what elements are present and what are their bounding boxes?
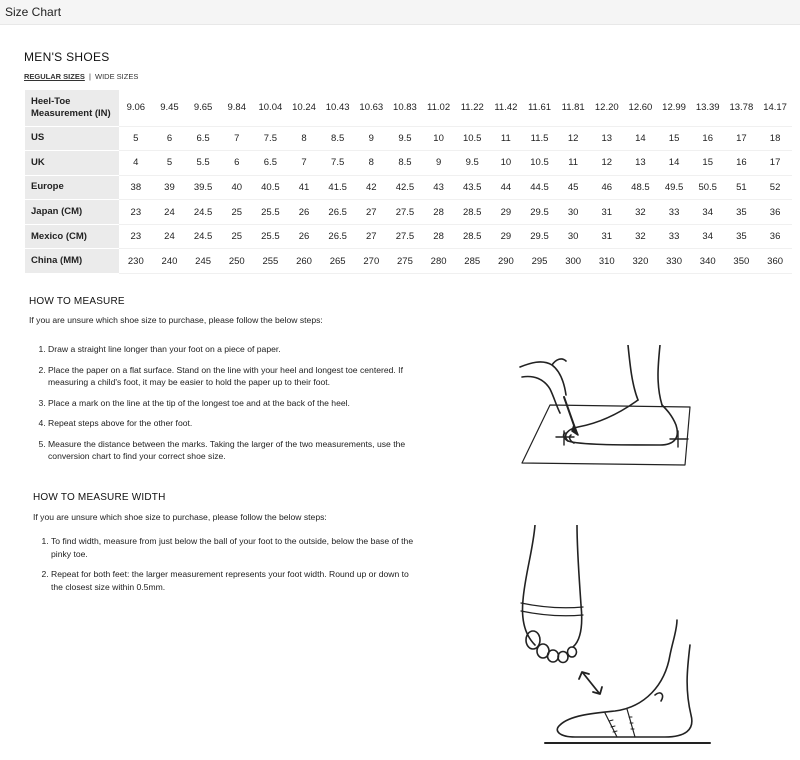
table-cell: 49.5: [657, 175, 691, 200]
table-cell: 9.06: [119, 90, 153, 126]
table-cell: 15: [691, 151, 725, 176]
table-cell: 31: [590, 200, 624, 225]
table-cell: 29: [489, 224, 523, 249]
table-cell: 295: [523, 249, 557, 274]
table-cell: 10: [489, 151, 523, 176]
table-cell: 25: [220, 200, 254, 225]
size-tabs: [24, 72, 138, 81]
table-cell: 10.24: [287, 90, 321, 126]
table-cell: 9.45: [153, 90, 187, 126]
table-cell: 39.5: [186, 175, 220, 200]
table-cell: 26: [287, 200, 321, 225]
row-header: Mexico (CM): [25, 224, 119, 249]
table-cell: 7.5: [321, 151, 355, 176]
table-cell: 13: [624, 151, 658, 176]
table-cell: 12.20: [590, 90, 624, 126]
table-cell: 290: [489, 249, 523, 274]
tab-separator: |: [88, 72, 91, 81]
table-cell: 12.60: [624, 90, 658, 126]
table-cell: 32: [624, 224, 658, 249]
table-cell: 24: [153, 224, 187, 249]
table-cell: 25.5: [254, 224, 288, 249]
table-cell: 13.39: [691, 90, 725, 126]
table-cell: 260: [287, 249, 321, 274]
table-cell: 24.5: [186, 200, 220, 225]
window-title: Size Chart: [5, 5, 62, 19]
table-cell: 10.63: [354, 90, 388, 126]
table-cell: 45: [556, 175, 590, 200]
table-cell: 5: [153, 151, 187, 176]
table-cell: 10.43: [321, 90, 355, 126]
table-cell: 11.22: [455, 90, 489, 126]
table-cell: 25: [220, 224, 254, 249]
how-to-measure-steps: [32, 343, 427, 471]
table-cell: 9: [422, 151, 456, 176]
table-cell: 330: [657, 249, 691, 274]
list-item: 1. To find width, measure from just below the ball of your foot to the outside, below the base of the pinky toe.: [51, 535, 420, 560]
table-cell: 6: [153, 126, 187, 151]
table-cell: 29: [489, 200, 523, 225]
table-row: [25, 175, 792, 200]
table-row: [25, 200, 792, 225]
table-cell: 25.5: [254, 200, 288, 225]
table-row: [25, 151, 792, 176]
table-cell: 29.5: [523, 200, 557, 225]
table-row: [25, 224, 792, 249]
table-cell: 46: [590, 175, 624, 200]
table-cell: 35: [725, 224, 759, 249]
row-header: Japan (CM): [25, 200, 119, 225]
table-cell: 52: [758, 175, 792, 200]
table-cell: 31: [590, 224, 624, 249]
table-cell: 28: [422, 200, 456, 225]
table-cell: 9: [354, 126, 388, 151]
table-cell: 5.5: [186, 151, 220, 176]
table-cell: 7: [287, 151, 321, 176]
table-cell: 36: [758, 200, 792, 225]
table-cell: 30: [556, 200, 590, 225]
table-cell: 7.5: [254, 126, 288, 151]
table-cell: 11.61: [523, 90, 557, 126]
table-cell: 6: [220, 151, 254, 176]
table-cell: 10.83: [388, 90, 422, 126]
table-cell: 13.78: [725, 90, 759, 126]
table-cell: 43.5: [455, 175, 489, 200]
table-cell: 27.5: [388, 224, 422, 249]
table-cell: 285: [455, 249, 489, 274]
list-item: 2. Repeat for both feet: the larger measurement represents your foot width. Round up or down to the closest size within 0.5mm.: [51, 568, 420, 593]
table-cell: 360: [758, 249, 792, 274]
table-cell: 11.02: [422, 90, 456, 126]
table-cell: 5: [119, 126, 153, 151]
table-cell: 4: [119, 151, 153, 176]
table-cell: 33: [657, 224, 691, 249]
foot-on-paper-illustration: [510, 345, 710, 470]
table-cell: 12.99: [657, 90, 691, 126]
table-cell: 26.5: [321, 200, 355, 225]
size-chart-table: [25, 90, 792, 274]
how-to-measure-width-steps: [35, 535, 420, 601]
table-cell: 245: [186, 249, 220, 274]
table-cell: 9.5: [455, 151, 489, 176]
table-cell: 26.5: [321, 224, 355, 249]
table-cell: 230: [119, 249, 153, 274]
table-cell: 310: [590, 249, 624, 274]
table-cell: 240: [153, 249, 187, 274]
table-row: [25, 249, 792, 274]
table-cell: 11.5: [523, 126, 557, 151]
table-cell: 35: [725, 200, 759, 225]
table-cell: 9.84: [220, 90, 254, 126]
table-cell: 14: [624, 126, 658, 151]
table-cell: 44: [489, 175, 523, 200]
table-cell: 10.5: [455, 126, 489, 151]
table-cell: 8: [354, 151, 388, 176]
table-cell: 255: [254, 249, 288, 274]
table-cell: 38: [119, 175, 153, 200]
table-cell: 40.5: [254, 175, 288, 200]
table-cell: 32: [624, 200, 658, 225]
table-cell: 28: [422, 224, 456, 249]
table-cell: 42.5: [388, 175, 422, 200]
table-cell: 8.5: [321, 126, 355, 151]
table-cell: 10.04: [254, 90, 288, 126]
table-cell: 33: [657, 200, 691, 225]
how-to-measure-width-title: HOW TO MEASURE WIDTH: [33, 492, 166, 503]
table-cell: 11.42: [489, 90, 523, 126]
table-cell: 10.5: [523, 151, 557, 176]
table-cell: 16: [691, 126, 725, 151]
table-cell: 36: [758, 224, 792, 249]
table-cell: 24.5: [186, 224, 220, 249]
table-cell: 24: [153, 200, 187, 225]
list-item: 5. Measure the distance between the marks. Taking the larger of the two measurements, use the conversion chart to find your correct shoe size.: [48, 438, 427, 463]
row-header: China (MM): [25, 249, 119, 274]
table-cell: 34: [691, 200, 725, 225]
table-cell: 14: [657, 151, 691, 176]
table-cell: 300: [556, 249, 590, 274]
how-to-measure-title: HOW TO MEASURE: [29, 296, 125, 307]
table-cell: 8.5: [388, 151, 422, 176]
table-cell: 14.17: [758, 90, 792, 126]
table-cell: 28.5: [455, 200, 489, 225]
list-item: 2. Place the paper on a flat surface. Stand on the line with your heel and longest toe centered. If measuring a child's foot, it may be easier to hold the paper up to their foot.: [48, 364, 427, 389]
table-cell: 265: [321, 249, 355, 274]
row-header: Heel-Toe Measurement (IN): [25, 90, 119, 126]
table-cell: 30: [556, 224, 590, 249]
table-cell: 16: [725, 151, 759, 176]
table-cell: 11: [489, 126, 523, 151]
table-cell: 275: [388, 249, 422, 274]
table-cell: 23: [119, 224, 153, 249]
table-cell: 12: [590, 151, 624, 176]
table-cell: 41.5: [321, 175, 355, 200]
table-cell: 280: [422, 249, 456, 274]
row-header: US: [25, 126, 119, 151]
table-cell: 15: [657, 126, 691, 151]
table-cell: 17: [758, 151, 792, 176]
table-cell: 27: [354, 224, 388, 249]
table-cell: 27: [354, 200, 388, 225]
table-cell: 9.65: [186, 90, 220, 126]
table-row: [25, 90, 792, 126]
table-cell: 28.5: [455, 224, 489, 249]
table-cell: 42: [354, 175, 388, 200]
table-cell: 9.5: [388, 126, 422, 151]
table-cell: 40: [220, 175, 254, 200]
how-to-measure-width-intro: If you are unsure which shoe size to purchase, please follow the below steps:: [33, 512, 327, 522]
tab-regular-sizes[interactable]: REGULAR SIZES: [24, 72, 85, 81]
table-cell: 6.5: [254, 151, 288, 176]
table-cell: 39: [153, 175, 187, 200]
window-titlebar: [0, 0, 800, 25]
table-cell: 41: [287, 175, 321, 200]
table-cell: 26: [287, 224, 321, 249]
table-cell: 350: [725, 249, 759, 274]
list-item: 4. Repeat steps above for the other foot.: [48, 417, 427, 430]
table-cell: 10: [422, 126, 456, 151]
table-cell: 17: [725, 126, 759, 151]
table-cell: 48.5: [624, 175, 658, 200]
table-cell: 340: [691, 249, 725, 274]
table-cell: 11.81: [556, 90, 590, 126]
foot-width-illustration: [505, 525, 715, 745]
how-to-measure-intro: If you are unsure which shoe size to purchase, please follow the below steps:: [29, 315, 323, 325]
table-cell: 18: [758, 126, 792, 151]
tab-wide-sizes[interactable]: WIDE SIZES: [94, 72, 139, 81]
list-item: 1. Draw a straight line longer than your foot on a piece of paper.: [48, 343, 427, 356]
table-cell: 34: [691, 224, 725, 249]
table-cell: 7: [220, 126, 254, 151]
table-cell: 50.5: [691, 175, 725, 200]
table-cell: 250: [220, 249, 254, 274]
table-cell: 23: [119, 200, 153, 225]
table-cell: 320: [624, 249, 658, 274]
table-cell: 27.5: [388, 200, 422, 225]
table-cell: 270: [354, 249, 388, 274]
table-cell: 51: [725, 175, 759, 200]
table-cell: 11: [556, 151, 590, 176]
page-heading: MEN'S SHOES: [24, 50, 110, 64]
row-header: Europe: [25, 175, 119, 200]
table-cell: 8: [287, 126, 321, 151]
list-item: 3. Place a mark on the line at the tip of the longest toe and at the back of the heel.: [48, 397, 427, 410]
table-cell: 13: [590, 126, 624, 151]
table-row: [25, 126, 792, 151]
table-cell: 43: [422, 175, 456, 200]
table-cell: 44.5: [523, 175, 557, 200]
table-cell: 12: [556, 126, 590, 151]
table-cell: 6.5: [186, 126, 220, 151]
row-header: UK: [25, 151, 119, 176]
table-cell: 29.5: [523, 224, 557, 249]
